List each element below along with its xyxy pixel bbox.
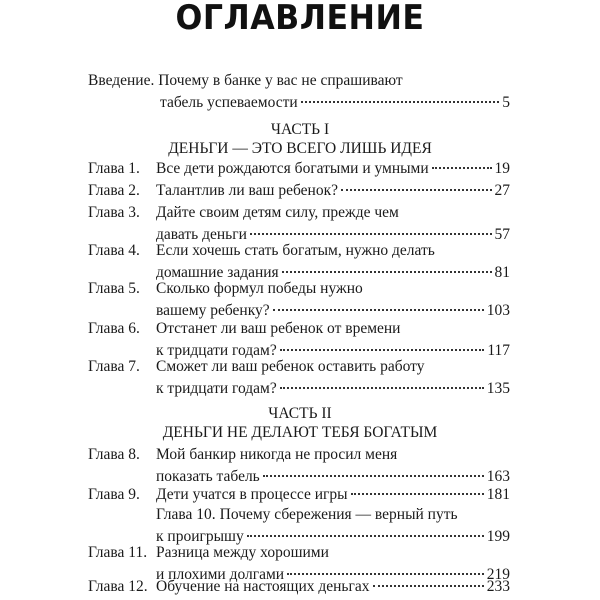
chapter-page-number: 27 [494, 182, 510, 199]
page-title: ОГЛАВЛЕНИЕ [175, 0, 425, 38]
chapter-label: Глава 7. [88, 358, 140, 375]
toc-entry-chapter-12[interactable] [88, 576, 510, 598]
chapter-page-number: 233 [486, 578, 510, 595]
chapter-label: Глава 8. [88, 446, 140, 463]
toc-entry-intro[interactable] [88, 70, 510, 114]
chapter-title-line-1: Дайте своим детям силу, прежде чем [156, 204, 399, 221]
intro-line-1: Введение. Почему в банке у вас не спрашивают [88, 72, 403, 89]
intro-page-number: 5 [502, 94, 510, 111]
chapter-label: Глава 1. [88, 160, 140, 177]
chapter-page-number: 219 [486, 566, 510, 583]
chapter-title-line-1: Разница между хорошими [156, 544, 329, 561]
chapter-title-line-2: показать табель [156, 468, 260, 485]
chapter-title-line-1: Сможет ли ваш ребенок оставить работу [156, 358, 425, 375]
part-2-subtitle: ДЕНЬГИ НЕ ДЕЛАЮТ ТЕБЯ БОГАТЫМ [162, 424, 438, 441]
dot-leader [273, 308, 484, 311]
dot-leader [432, 166, 492, 169]
part-1-heading: ЧАСТЬ I [270, 121, 330, 138]
chapter-page-number: 57 [494, 226, 510, 243]
chapter-title: Дети учатся в процессе игры [156, 486, 348, 503]
part-2-heading: ЧАСТЬ II [268, 405, 332, 422]
chapter-page-number: 81 [494, 264, 510, 281]
dot-leader [301, 100, 500, 103]
dot-leader [351, 492, 484, 495]
toc-entry-chapter-1[interactable] [88, 158, 510, 180]
chapter-title: Обучение на настоящих деньгах [156, 578, 370, 595]
chapter-page-number: 117 [487, 342, 510, 359]
chapter-title-line-1: Сколько формул победы нужно [156, 280, 363, 297]
chapter-title-line-2: вашему ребенку? [156, 302, 270, 319]
dot-leader [263, 474, 484, 477]
chapter-title-line-2: домашние задания [156, 264, 279, 281]
chapter-label: Глава 3. [88, 204, 140, 221]
chapter-label: Глава 4. [88, 242, 140, 259]
chapter-title-line-2: к проигрышу [156, 528, 244, 545]
chapter-label: Глава 5. [88, 280, 140, 297]
chapter-page-number: 135 [486, 380, 510, 397]
intro-line-2: табель успеваемости [160, 94, 298, 111]
chapter-page-number: 199 [486, 528, 510, 545]
chapter-label: Глава 10. [156, 506, 216, 523]
chapter-title-line-2: к тридцати годам? [156, 380, 277, 397]
dot-leader [287, 572, 484, 575]
chapter-title-line-1: Отстанет ли ваш ребенок от времени [156, 320, 401, 337]
toc-entry-chapter-7[interactable] [88, 356, 510, 400]
chapter-label: Глава 9. [88, 486, 140, 503]
chapter-label: Глава 2. [88, 182, 140, 199]
dot-leader [341, 188, 492, 191]
toc-entry-chapter-8[interactable] [88, 444, 510, 488]
chapter-page-number: 181 [486, 486, 510, 503]
chapter-title-line-2: к тридцати годам? [156, 342, 277, 359]
chapter-title-line-1: Мой банкир никогда не просил меня [156, 446, 398, 463]
chapter-label: Глава 11. [88, 544, 148, 561]
chapter-title-line-2: и плохими долгами [156, 566, 285, 583]
chapter-label: Глава 12. [88, 578, 148, 595]
part-1-subtitle: ДЕНЬГИ — ЭТО ВСЕГО ЛИШЬ ИДЕЯ [168, 140, 432, 157]
chapter-page-number: 163 [486, 468, 510, 485]
dot-leader [247, 534, 484, 537]
chapter-title-line-1: Почему сбережения — верный путь [219, 506, 458, 523]
dot-leader [280, 348, 485, 351]
chapter-title-line-2: давать деньги [156, 226, 247, 243]
chapter-title: Талантлив ли ваш ребенок? [156, 182, 338, 199]
dot-leader [250, 232, 492, 235]
toc-entry-chapter-5[interactable] [88, 278, 510, 322]
chapter-title-line-1: Если хочешь стать богатым, нужно делать [156, 242, 435, 259]
dot-leader [282, 270, 492, 273]
chapter-title: Все дети рождаются богатыми и умными [156, 160, 429, 177]
chapter-page-number: 103 [486, 302, 510, 319]
dot-leader [373, 584, 484, 587]
dot-leader [280, 386, 484, 389]
toc-entry-chapter-9[interactable] [88, 484, 510, 506]
toc-entry-chapter-2[interactable] [88, 180, 510, 202]
chapter-page-number: 19 [494, 160, 510, 177]
chapter-label: Глава 6. [88, 320, 140, 337]
